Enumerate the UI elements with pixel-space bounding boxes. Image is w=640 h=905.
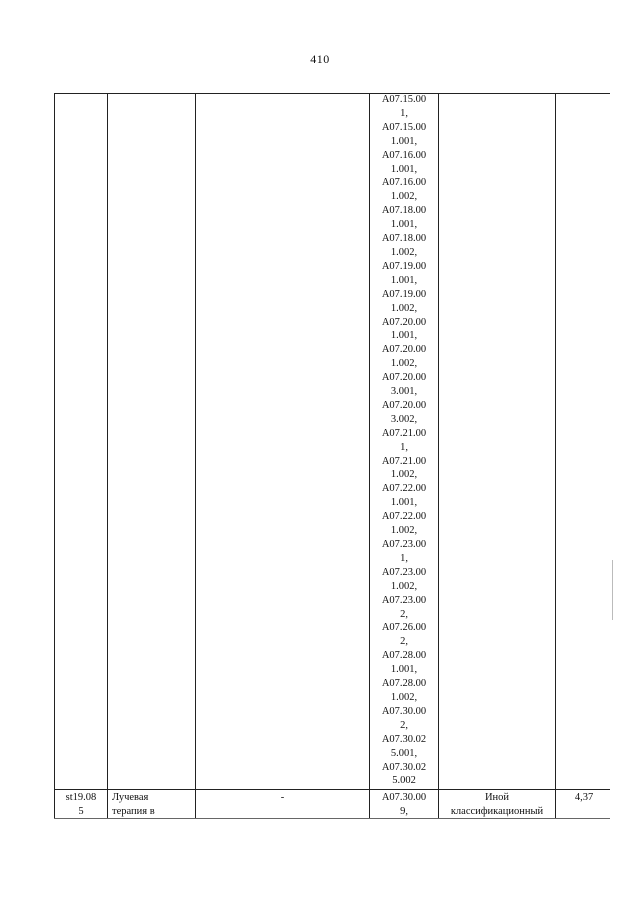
code-line: A07.26.00 [381,622,427,634]
code-line: A07.23.00 [381,594,427,606]
row-divider [54,789,610,790]
code-line: A07.21.00 [381,427,427,439]
code-line: 1.001, [390,163,418,175]
code-line: 1.001, [390,497,418,509]
row-criterion-line: классификационный [450,805,544,817]
code-line: 1.001, [390,274,418,286]
code-line: 1.002, [390,358,418,370]
row-coefficient: 4,37 [574,792,594,803]
code-line: 1.001, [390,330,418,342]
code-line: A07.28.00 [381,650,427,662]
row-coefficient-cell [556,791,612,805]
code-line: 1, [400,441,408,453]
code-line: 5.002 [392,775,416,787]
table-top-border [54,93,610,94]
code-line: A07.20.00 [381,316,427,328]
code-line: 1.002, [390,302,418,314]
row-criterion-line: Иной [484,792,510,803]
code-line: 3.002, [390,413,418,425]
code-line: A07.28.00 [381,678,427,690]
code-line: 5.001, [390,747,418,759]
code-line: 1.002, [390,246,418,258]
row-name-line: Лучевая [112,792,149,803]
column-divider-2 [195,93,196,819]
code-line: A07.23.00 [381,566,427,578]
column-divider-1 [107,93,108,819]
code-line: A07.18.00 [381,205,427,217]
code-line: 1.002, [390,469,418,481]
service-codes-list [370,93,438,788]
code-line: A07.30.02 [381,761,427,773]
row-name-cell [112,791,194,818]
code-line: A07.16.00 [381,177,427,189]
code-line: 1.001, [390,219,418,231]
code-line: 1, [400,107,408,119]
column-divider-4 [438,93,439,819]
row-dash-cell [196,791,369,805]
code-line: 1.002, [390,580,418,592]
code-line: A07.20.00 [381,399,427,411]
table-bottom-edge [54,818,610,819]
row-service-codes-cell [370,791,438,818]
code-line: A07.22.00 [381,511,427,523]
row-code-line: 5 [78,805,84,817]
code-line: A07.18.00 [381,233,427,245]
row-service-code-line: A07.30.00 [381,792,427,803]
table-left-border [54,93,55,819]
code-line: A07.15.00 [381,121,427,133]
row-code-line: st19.08 [65,792,97,803]
code-line: A07.19.00 [381,288,427,300]
code-line: A07.20.00 [381,372,427,384]
code-line: 1.002, [390,191,418,203]
code-line: 1.001, [390,664,418,676]
code-line: A07.15.00 [381,94,427,105]
row-dash: - [280,792,285,803]
code-line: A07.23.00 [381,539,427,550]
code-line: A07.30.00 [381,705,427,717]
code-line: 1.002, [390,525,418,537]
code-line: A07.22.00 [381,483,427,495]
code-line: 3.001, [390,386,418,398]
column-divider-5 [555,93,556,819]
code-line: A07.20.00 [381,344,427,356]
table-right-edge-faint [612,560,613,620]
code-line: 1.001, [390,135,418,147]
code-line: 2, [400,608,408,620]
code-line: 2, [400,719,408,731]
row-criterion-cell [439,791,555,818]
code-line: A07.16.00 [381,149,427,161]
code-line: 1, [400,552,408,564]
page-number: 410 [310,52,330,66]
row-code-cell [55,791,107,818]
row-name-line: терапия в [112,805,155,817]
code-line: 2, [400,636,408,648]
code-line: A07.19.00 [381,260,427,272]
code-line: 1.002, [390,691,418,703]
code-line: A07.21.00 [381,455,427,467]
row-service-code-line: 9, [400,805,408,817]
code-line: A07.30.02 [381,733,427,745]
